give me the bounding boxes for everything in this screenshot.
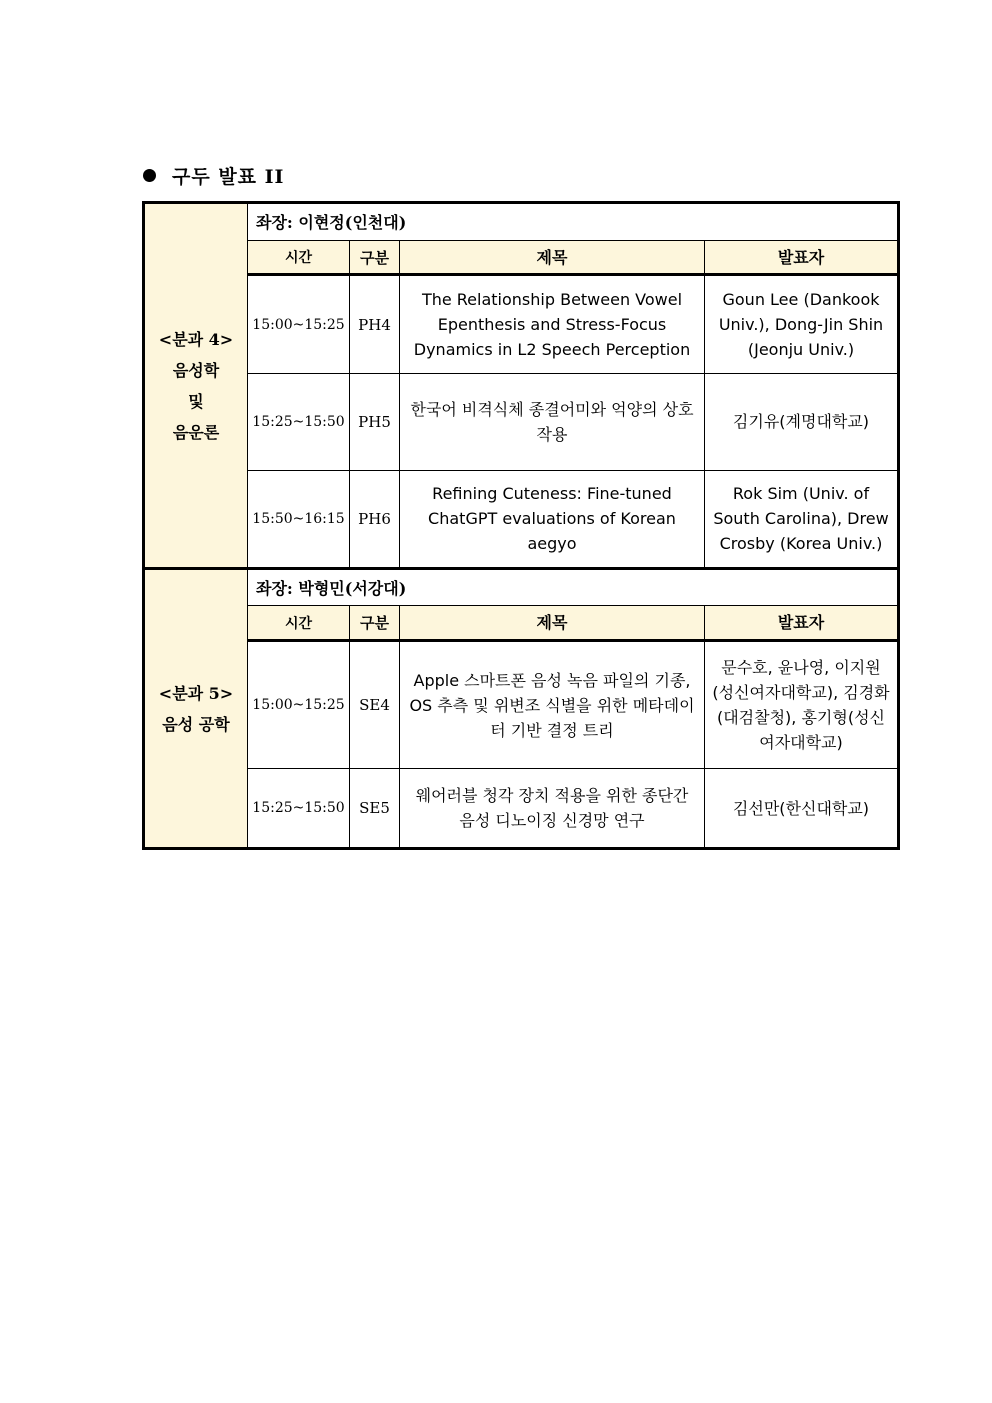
- table-header-row: [248, 606, 897, 642]
- header-presenter: 발표자: [777, 613, 825, 633]
- section-heading: [143, 162, 284, 189]
- session-chair: 좌장: 이현정(인천대): [248, 204, 897, 241]
- row-presenter: Rok Sim (Univ. of South Carolina), Drew Crosby (Korea Univ.): [713, 484, 889, 554]
- row-code: SE5: [350, 769, 400, 847]
- table-row: [248, 374, 897, 471]
- header-time: 시간: [248, 606, 350, 639]
- row-title: 한국어 비격식체 종결어미와 억양의 상호작용: [400, 374, 705, 470]
- session-label-line: 음운론: [172, 422, 220, 442]
- session-block-5: [142, 567, 900, 850]
- row-time: 15:00~15:25: [248, 642, 350, 768]
- session-block-4: [142, 201, 900, 570]
- row-presenter: 김기유(계명대학교): [732, 412, 870, 432]
- header-time: 시간: [248, 241, 350, 274]
- session-chair: 좌장: 박형민(서강대): [248, 570, 897, 606]
- session-label: [145, 204, 248, 567]
- row-presenter: 문수호, 윤나영, 이지원(성신여자대학교), 김경화(대검찰청), 홍기형(성신여자대학교): [712, 658, 890, 753]
- row-code: PH6: [350, 471, 400, 567]
- session-label: [145, 570, 248, 847]
- session-label-line: 음성학: [172, 360, 220, 380]
- bullet-icon: [143, 169, 156, 182]
- session-label-line: <분과 5>: [158, 683, 234, 703]
- header-code: 구분: [350, 606, 400, 639]
- session-label-line: 음성 공학: [162, 714, 230, 734]
- section-heading-text: 구두 발표 II: [172, 166, 285, 188]
- table-row: [248, 642, 897, 769]
- row-code: SE4: [350, 642, 400, 768]
- header-presenter: 발표자: [777, 247, 825, 267]
- row-time: 15:25~15:50: [248, 374, 350, 470]
- session-table: [248, 204, 897, 567]
- table-row: [248, 769, 897, 847]
- table-row: [248, 471, 897, 567]
- row-code: PH5: [350, 374, 400, 470]
- row-time: 15:50~16:15: [248, 471, 350, 567]
- row-presenter: Goun Lee (Dankook Univ.), Dong-Jin Shin (Jeonju Univ.): [718, 290, 884, 360]
- row-title: Refining Cuteness: Fine-tuned ChatGPT evaluations of Korean aegyo: [400, 471, 705, 567]
- session-label-line: 및: [188, 391, 204, 411]
- table-row: [248, 276, 897, 373]
- header-title: 제목: [400, 241, 705, 274]
- row-time: 15:00~15:25: [248, 276, 350, 372]
- header-code: 구분: [350, 241, 400, 274]
- row-title: 웨어러블 청각 장치 적용을 위한 종단간 음성 디노이징 신경망 연구: [400, 769, 705, 847]
- session-label-line: <분과 4>: [158, 329, 234, 349]
- row-title: The Relationship Between Vowel Epenthesis and Stress-Focus Dynamics in L2 Speech Perception: [400, 276, 705, 372]
- session-table: [248, 570, 897, 847]
- row-time: 15:25~15:50: [248, 769, 350, 847]
- table-header-row: [248, 241, 897, 277]
- row-code: PH4: [350, 276, 400, 372]
- row-presenter: 김선만(한신대학교): [732, 798, 870, 818]
- row-title: Apple 스마트폰 음성 녹음 파일의 기종, OS 추측 및 위변조 식별을 위한 메타데이터 기반 결정 트리: [400, 642, 705, 768]
- header-title: 제목: [400, 606, 705, 639]
